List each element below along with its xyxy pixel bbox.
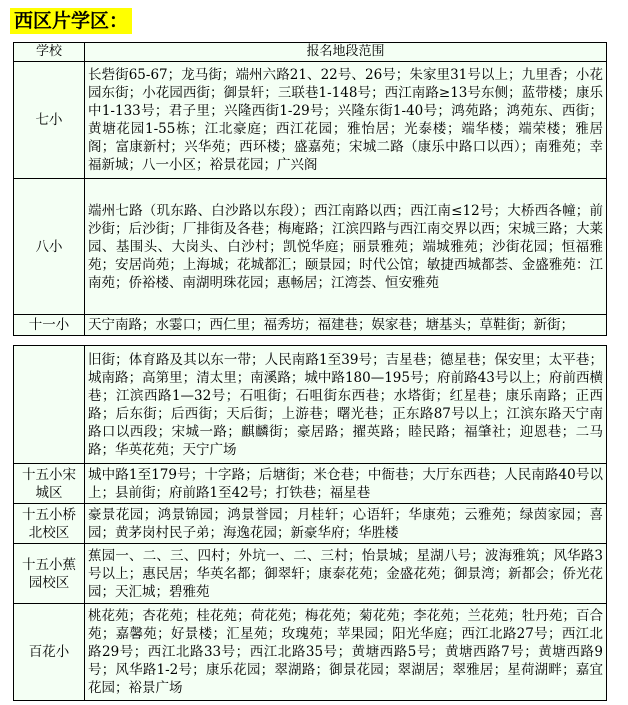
table-row bbox=[14, 544, 607, 604]
school-name: 十五小蕉园校区 bbox=[14, 544, 85, 604]
district-table-page2 bbox=[13, 345, 607, 701]
header-school: 学校 bbox=[14, 43, 85, 62]
school-name: 八小 bbox=[14, 179, 85, 315]
district-table-page1 bbox=[13, 42, 607, 336]
enrollment-area: 桃花苑；杏花苑；桂花苑；荷花苑；梅花苑；菊花苑；李花苑；兰花苑；牡丹苑；百合苑；嘉馨苑；好景楼；汇星苑；玫瑰苑；苹果园；阳光华庭；西江北路27号；西江北路29号；西江北路33号；西江北路35号；黄塘西路5号；黄塘西路7号；黄塘西路9号；风华路1-2号；康乐花园；翠湖路；御景花园；翠湖居；翠雅居；星荷湖畔；嘉宜花园；裕景广场 bbox=[85, 604, 607, 701]
enrollment-area: 旧街；体育路及其以东一带；人民南路1至39号；吉星巷；德星巷；保安里；太平巷；城南路；高第里；清太里；南溪路；城中路180—195号；府前路43号以上；府前西横巷；江滨西路1—32号；石咀街；石咀街东西巷；水塔街；红星巷；康乐南路；正西路；后东街；后西街；天后街；上游巷；曙光巷；正东路87号以上；江滨东路天宁南路口以西段；宋城一路；麒麟街；豪居路；擢英路；睦民路；福肇社；迎恩巷；二马路；华英花苑；天宁广场 bbox=[85, 346, 607, 464]
enrollment-area: 长砦街65-67；龙马街；端州六路21、22号、26号；朱家里31号以上；九里香；小花园东街；小花园西街；御景轩；三联巷1-148号；西江南路≥13号东侧；蓝带楼；康乐中1-133号；君子里；兴隆西街1-29号；兴隆东街1-40号；鸿苑路；鸿苑东、西街；黄塘花园1-55栋；江北豪庭；西江花园；雅怡居；光泰楼；端华楼；端荣楼；雅居阁；富康新村；兴华苑；西环楼；盛嘉苑；宋城二路（康乐中路口以西）；南雅苑；幸福新城；八一小区；裕景花园；广兴阁 bbox=[85, 62, 607, 179]
table-row bbox=[14, 464, 607, 504]
enrollment-area: 蕉园一、二、三、四村；外坑一、二、三村；怡景城；星湖八号；波海雅筑；风华路3号以上；惠民居；华英名都；御翠轩；康泰花苑；金盛花苑；御景湾；新都会；侨光花园；天汇城；碧雅苑 bbox=[85, 544, 607, 604]
enrollment-area: 城中路1至179号；十字路；后塘街；米仓巷；中衙巷；大厅东西巷；人民南路40号以上；县前街；府前路1至42号；打铁巷；福星巷 bbox=[85, 464, 607, 504]
enrollment-area: 豪景花园；鸿景锦园；鸿景誉园；月桂轩；心语轩；华康苑；云雅苑；绿茵家园；喜园；黄茅岗村民子弟；海逸花园；新豪华府；华胜楼 bbox=[85, 504, 607, 544]
school-name: 十一小 bbox=[14, 315, 85, 336]
school-name: 百花小 bbox=[14, 604, 85, 701]
school-name: 十五小宋城区 bbox=[14, 464, 85, 504]
table-row bbox=[14, 62, 607, 179]
enrollment-area: 天宁南路；水霎口；西仁里；福秀坊；福建巷；娱家巷；塘基头；草鞋街；新街； bbox=[85, 315, 607, 336]
table-row bbox=[14, 179, 607, 315]
page-title: 西区片学区： bbox=[10, 8, 132, 34]
enrollment-area: 端州七路（玑东路、白沙路以东段）；西江南路以西；西江南≤12号；大桥西各幢；前沙街；后沙街；厂排街及各巷；梅庵路；江滨四路与西江南交界以西；宋城三路；大莱园、基围头、大岗头、白沙村；凯悦华庭；丽景雅苑；端城雅苑；沙街花园；恒福雅苑；安居尚苑；上海城；花城都汇；颐景园；时代公馆；敏捷西城都荟、金盛雅苑：江南苑；侨裕楼、南湖明珠花园；惠畅居；江湾荟、恒安雅苑 bbox=[85, 179, 607, 315]
table-row bbox=[14, 346, 607, 464]
school-name: 十五小桥北校区 bbox=[14, 504, 85, 544]
header-area: 报名地段范围 bbox=[85, 43, 607, 62]
school-name: 七小 bbox=[14, 62, 85, 179]
school-name bbox=[14, 346, 85, 464]
table-header-row bbox=[14, 43, 607, 62]
table-row bbox=[14, 504, 607, 544]
table-row bbox=[14, 604, 607, 701]
table-row bbox=[14, 315, 607, 336]
